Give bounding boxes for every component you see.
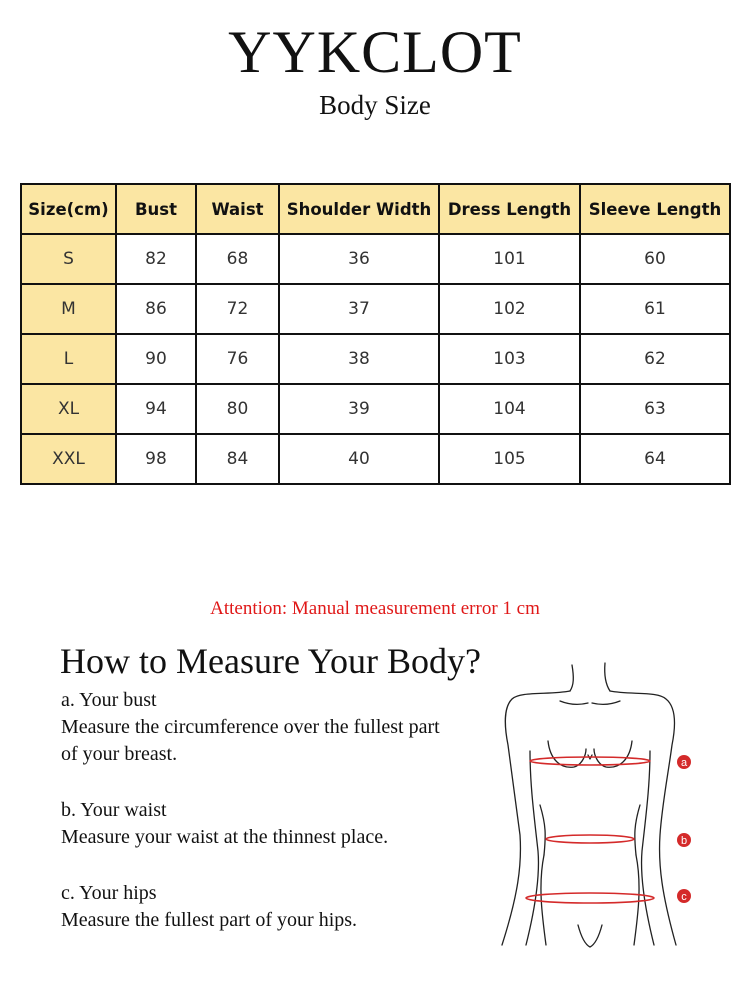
attention-note: Attention: Manual measurement error 1 cm (210, 598, 540, 619)
dress-length-cell: 105 (439, 434, 580, 484)
size-cell: L (21, 334, 116, 384)
bust-cell: 94 (116, 384, 196, 434)
shoulder-width-cell: 40 (279, 434, 439, 484)
marker-label: b (680, 835, 688, 847)
shoulder-width-cell: 39 (279, 384, 439, 434)
table-row (21, 284, 730, 334)
sleeve-length-cell: 63 (580, 384, 730, 434)
size-cell: XXL (21, 434, 116, 484)
column-header-size: Size(cm) (21, 184, 116, 234)
table-row (21, 434, 730, 484)
step-title: b. Your waist (61, 799, 167, 821)
waist-cell: 76 (196, 334, 279, 384)
table-row (21, 334, 730, 384)
table-header-row (21, 184, 730, 234)
shoulder-width-cell: 38 (279, 334, 439, 384)
step-title: c. Your hips (61, 882, 157, 904)
marker-label: a (680, 757, 688, 769)
column-header-dress-length: Dress Length (439, 184, 580, 234)
measure-guide-title: How to Measure Your Body? (60, 641, 481, 681)
table-row (21, 234, 730, 284)
column-header-shoulder-width: Shoulder Width (279, 184, 439, 234)
sleeve-length-cell: 61 (580, 284, 730, 334)
bust-cell: 98 (116, 434, 196, 484)
dress-length-cell: 101 (439, 234, 580, 284)
dress-length-cell: 103 (439, 334, 580, 384)
body-figure-illustration (490, 655, 700, 950)
page-subtitle: Body Size (319, 90, 431, 120)
table-row (21, 384, 730, 434)
size-cell: XL (21, 384, 116, 434)
waist-cell: 84 (196, 434, 279, 484)
sleeve-length-cell: 64 (580, 434, 730, 484)
step-description: Measure your waist at the thinnest place. (61, 826, 389, 848)
step-bust (61, 687, 440, 768)
dress-length-cell: 104 (439, 384, 580, 434)
waist-cell: 72 (196, 284, 279, 334)
sleeve-length-cell: 62 (580, 334, 730, 384)
waist-cell: 68 (196, 234, 279, 284)
column-header-waist: Waist (196, 184, 279, 234)
size-cell: S (21, 234, 116, 284)
step-description: of your breast. (61, 743, 178, 765)
shoulder-width-cell: 36 (279, 234, 439, 284)
step-hips (61, 880, 357, 934)
step-description: Measure the circumference over the fullest part (61, 716, 440, 738)
column-header-sleeve-length: Sleeve Length (580, 184, 730, 234)
marker-label: c (681, 891, 687, 903)
bust-cell: 82 (116, 234, 196, 284)
waist-cell: 80 (196, 384, 279, 434)
column-header-bust: Bust (116, 184, 196, 234)
size-chart-table (20, 183, 731, 485)
step-description: Measure the fullest part of your hips. (61, 909, 358, 931)
step-title: a. Your bust (61, 689, 157, 711)
bust-cell: 86 (116, 284, 196, 334)
bust-cell: 90 (116, 334, 196, 384)
step-waist (61, 797, 388, 851)
brand-title: YYKCLOT (228, 19, 522, 85)
dress-length-cell: 102 (439, 284, 580, 334)
shoulder-width-cell: 37 (279, 284, 439, 334)
size-cell: M (21, 284, 116, 334)
sleeve-length-cell: 60 (580, 234, 730, 284)
